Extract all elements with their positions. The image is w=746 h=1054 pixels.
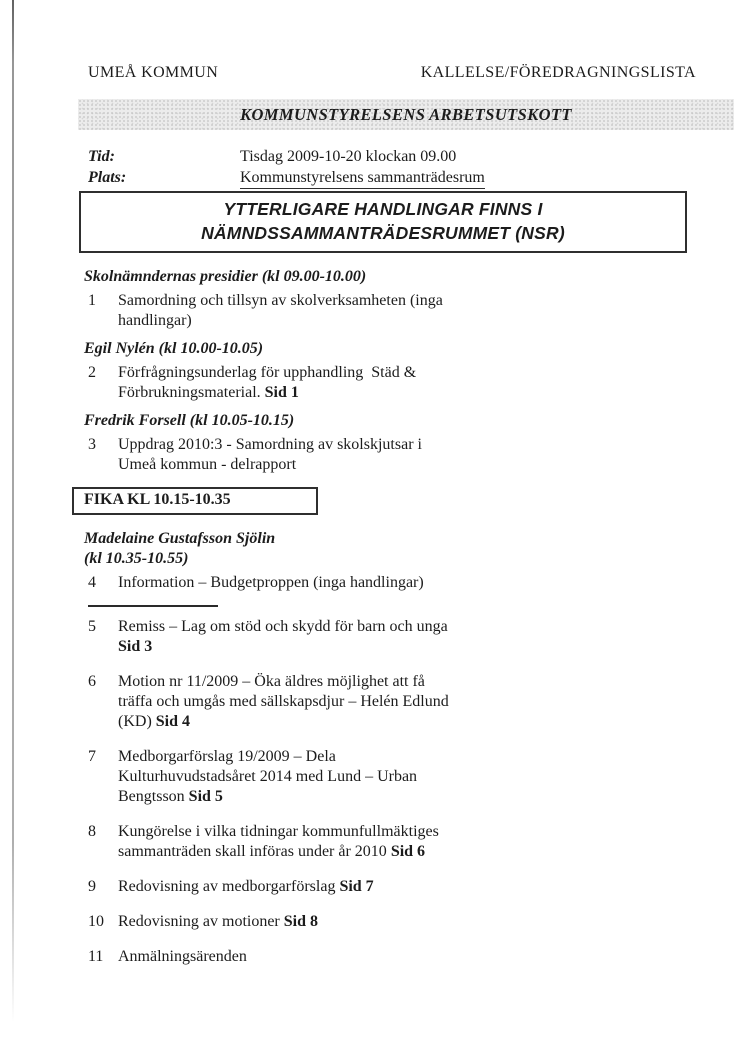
item-text: Redovisning av motioner Sid 8 (118, 913, 319, 930)
agenda-item (84, 877, 746, 897)
item-number: 6 (88, 673, 96, 690)
page-ref: Sid 4 (155, 713, 191, 730)
item-text: Kungörelse i vilka tidningar kommunfullmäktiges sammanträden skall införas under år 2010 Sid 6 (118, 823, 439, 860)
item-text: Remiss – Lag om stöd och skydd för barn och unga Sid 3 (118, 618, 448, 655)
notice-line-2: NÄMNDSSAMMANTRÄDESRUMMET (NSR) (201, 223, 565, 243)
section-items (84, 363, 746, 403)
agenda-item (84, 947, 746, 967)
agenda-section (84, 529, 746, 967)
item-number: 9 (88, 878, 96, 895)
item-number: 4 (88, 574, 96, 591)
meta-row-time (88, 146, 746, 167)
item-number: 8 (88, 823, 96, 840)
agenda-item (84, 617, 746, 657)
item-number: 5 (88, 618, 96, 635)
section-divider-line (88, 605, 218, 607)
item-text: Samordning och tillsyn av skolverksamheten (inga handlingar) (118, 292, 443, 329)
time-label: Tid: (88, 148, 115, 165)
document-header (0, 0, 746, 82)
item-text: Information – Budgetproppen (inga handlingar) (118, 574, 424, 591)
fika-label: FIKA KL 10.15-10.35 (84, 491, 231, 508)
committee-title-band (78, 99, 734, 130)
agenda-section (84, 339, 746, 403)
agenda-section (84, 411, 746, 475)
section-header: Madelaine Gustafsson Sjölin (84, 530, 276, 547)
committee-title: KOMMUNSTYRELSENS ARBETSUTSKOTT (240, 104, 572, 124)
item-number: 3 (88, 436, 96, 453)
scan-artifact-line (12, 0, 14, 1054)
page-ref: Sid 3 (118, 638, 153, 655)
item-number: 7 (88, 748, 96, 765)
agenda-section (84, 267, 746, 331)
notice-line-1: YTTERLIGARE HANDLINGAR FINNS I (223, 199, 543, 219)
agenda-item (84, 912, 746, 932)
item-text: Anmälningsärenden (118, 948, 247, 965)
section-header: Skolnämndernas presidier (kl 09.00-10.00) (84, 268, 367, 285)
page-ref: Sid 5 (188, 788, 223, 805)
item-text: Förfrågningsunderlag för upphandling Städ & Förbrukningsmaterial. Sid 1 (118, 364, 417, 401)
item-text: Uppdrag 2010:3 - Samordning av skolskjutsar i Umeå kommun - delrapport (118, 436, 422, 473)
item-text: Redovisning av medborgarförslag Sid 7 (118, 878, 374, 895)
agenda-item (84, 573, 746, 593)
section-items (84, 573, 746, 967)
section-items (84, 291, 746, 331)
agenda-item (84, 822, 746, 862)
doc-type-title: KALLELSE/FÖREDRAGNINGSLISTA (420, 64, 696, 81)
page-ref: Sid 7 (339, 878, 374, 895)
item-text: Motion nr 11/2009 – Öka äldres möjlighet att få träffa och umgås med sällskapsdjur – Helén Edlund (KD) Sid 4 (118, 673, 449, 730)
section-header: Egil Nylén (kl 10.00-10.05) (84, 340, 264, 357)
agenda-item (84, 672, 746, 732)
agenda-item (84, 291, 746, 331)
item-text: Medborgarförslag 19/2009 – Dela Kulturhuvudstadsåret 2014 med Lund – Urban Bengtsson Sid 5 (118, 748, 418, 805)
place-label: Plats: (88, 169, 127, 186)
agenda-item (84, 747, 746, 807)
page-ref: Sid 8 (283, 913, 319, 930)
place-value: Kommunstyrelsens sammanträdesrum (240, 167, 485, 189)
item-number: 10 (88, 913, 104, 930)
agenda-item (84, 435, 746, 475)
item-number: 2 (88, 364, 96, 381)
meta-row-place (88, 167, 746, 189)
meeting-meta (88, 146, 746, 189)
agenda-item (84, 363, 746, 403)
fika-break-box (72, 487, 318, 515)
agenda-content (84, 267, 746, 967)
item-number: 11 (88, 948, 104, 965)
org-name: UMEÅ KOMMUN (88, 64, 219, 81)
time-value: Tisdag 2009-10-20 klockan 09.00 (240, 148, 457, 165)
section-items (84, 435, 746, 475)
page-ref: Sid 1 (264, 384, 299, 401)
page-ref: Sid 6 (390, 843, 426, 860)
item-number: 1 (88, 292, 96, 309)
section-header-time: (kl 10.35-10.55) (84, 550, 189, 567)
section-header: Fredrik Forsell (kl 10.05-10.15) (84, 412, 295, 429)
extra-documents-notice-box (79, 191, 687, 253)
